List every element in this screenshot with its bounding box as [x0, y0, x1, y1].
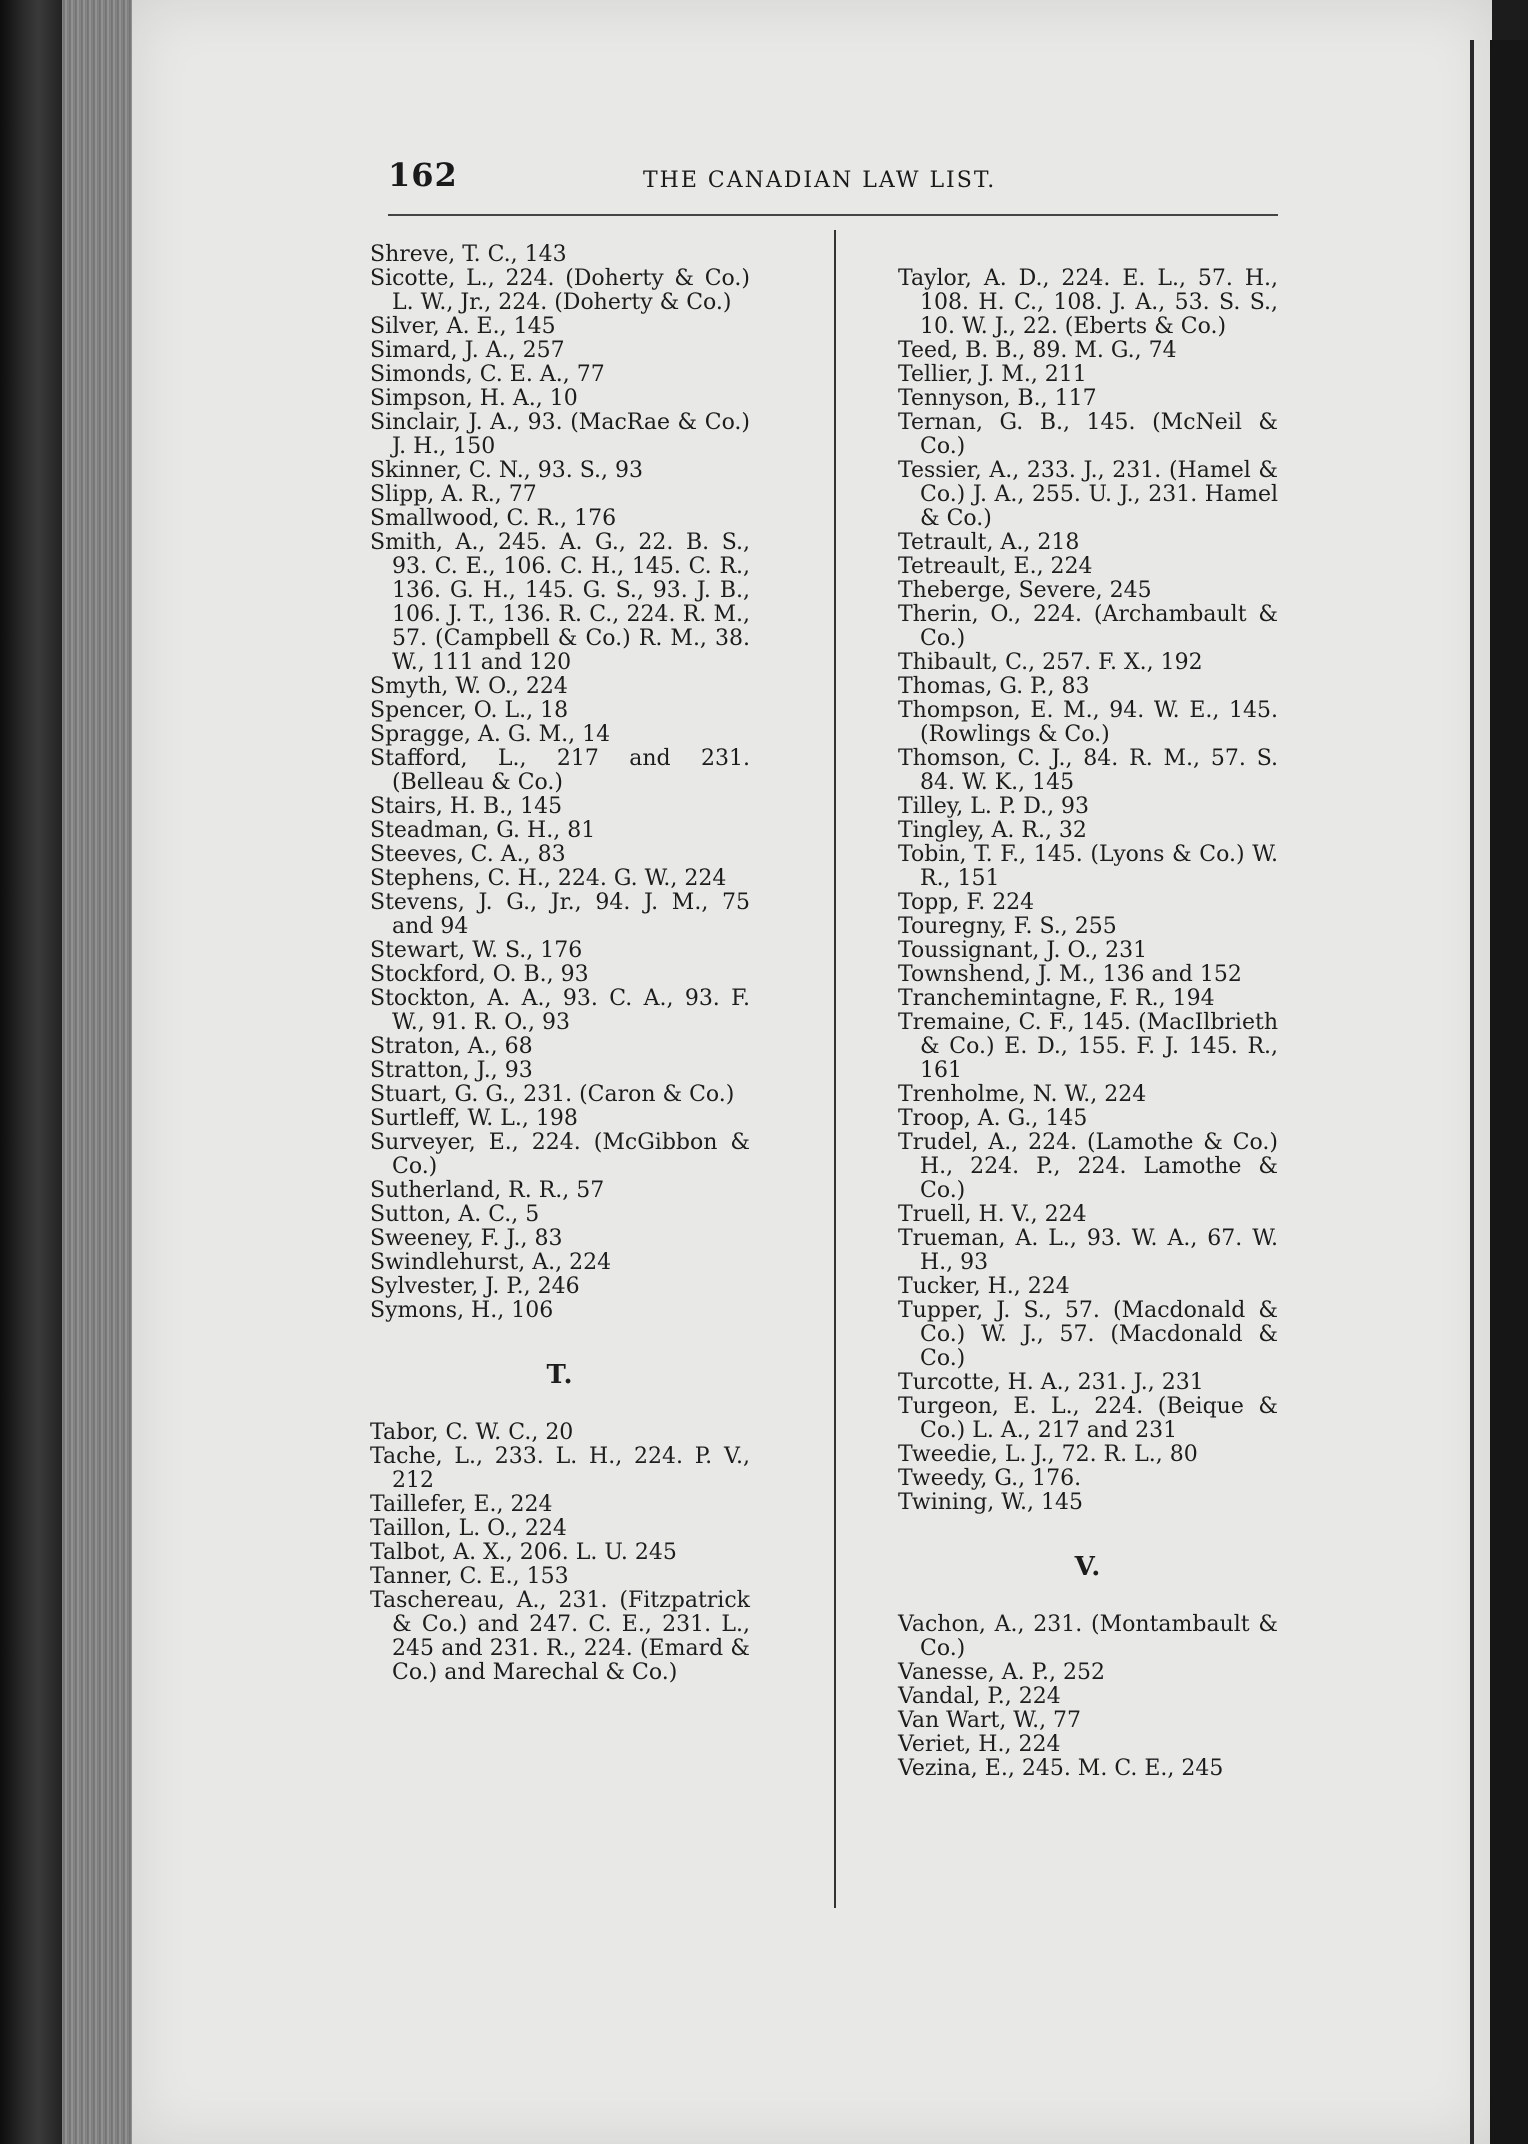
book-spine	[0, 0, 70, 2144]
index-entry: Swindlehurst, A., 224	[370, 1250, 612, 1275]
index-entry: Surtleff, W. L., 198	[370, 1106, 578, 1131]
index-entry: Straton, A., 68	[370, 1034, 533, 1059]
index-entry: Townshend, J. M., 136 and 152	[898, 962, 1242, 987]
index-entry: Tilley, L. P. D., 93	[898, 794, 1090, 819]
index-entry: Thompson, E. M., 94. W. E., 145. (Rowlings & Co.)	[898, 698, 1278, 747]
index-entry: Tellier, J. M., 211	[898, 362, 1087, 387]
index-entry: Taillefer, E., 224	[370, 1492, 553, 1517]
entries-v	[898, 1613, 1278, 1781]
running-title: THE CANADIAN LAW LIST.	[643, 168, 997, 193]
index-entry: Teed, B. B., 89. M. G., 74	[898, 338, 1177, 363]
entries-t	[370, 1421, 750, 1685]
index-entry: Smyth, W. O., 224	[370, 674, 568, 699]
index-entry: Surveyer, E., 224. (McGibbon & Co.)	[370, 1130, 750, 1179]
header-rule	[388, 214, 1278, 216]
index-entry: Vachon, A., 231. (Montambault & Co.)	[898, 1612, 1278, 1661]
index-entry: Stephens, C. H., 224. G. W., 224	[370, 866, 727, 891]
index-entry: Turgeon, E. L., 224. (Beique & Co.) L. A., 217 and 231	[898, 1394, 1278, 1443]
index-entry: Sutton, A. C., 5	[370, 1202, 540, 1227]
index-entry: Tweedie, L. J., 72. R. L., 80	[898, 1442, 1198, 1467]
index-entry: Symons, H., 106	[370, 1298, 554, 1323]
entries-t-continued	[898, 267, 1278, 1515]
index-entry: Thibault, C., 257. F. X., 192	[898, 650, 1203, 675]
index-entry: Van Wart, W., 77	[898, 1708, 1082, 1733]
index-entry: Spragge, A. G. M., 14	[370, 722, 611, 747]
index-entry: Tanner, C. E., 153	[370, 1564, 569, 1589]
index-entry: Truell, H. V., 224	[898, 1202, 1087, 1227]
index-entry: Topp, F. 224	[898, 890, 1035, 915]
index-entry: Tingley, A. R., 32	[898, 818, 1087, 843]
index-entry: Slipp, A. R., 77	[370, 482, 537, 507]
facing-page-shadow	[1490, 40, 1528, 2144]
index-entry: Skinner, C. N., 93. S., 93	[370, 458, 643, 483]
index-entry: Tupper, J. S., 57. (Macdonald & Co.) W. J., 57. (Macdonald & Co.)	[898, 1298, 1278, 1371]
index-entry: Thomson, C. J., 84. R. M., 57. S. 84. W. K., 145	[898, 746, 1278, 795]
index-entry: Stuart, G. G., 231. (Caron & Co.)	[370, 1082, 735, 1107]
gutter-line	[1470, 40, 1474, 2144]
index-entry: Therin, O., 224. (Archambault & Co.)	[898, 602, 1278, 651]
index-entry: Smith, A., 245. A. G., 22. B. S., 93. C. E., 106. C. H., 145. C. R., 136. G. H., 145. G. S., 93. J. B., 106. J. T., 136. R. C., 224. R. M., 57. (Campbell & Co.) R. M., 38. W., 111 and 120	[370, 530, 750, 675]
index-entry: Toussignant, J. O., 231	[898, 938, 1148, 963]
index-entry: Tache, L., 233. L. H., 224. P. V., 212	[370, 1444, 750, 1493]
index-entry: Tremaine, C. F., 145. (MacIlbrieth & Co.) E. D., 155. F. J. 145. R., 161	[898, 1010, 1278, 1083]
index-entry: Tranchemintagne, F. R., 194	[898, 986, 1215, 1011]
index-entry: Troop, A. G., 145	[898, 1106, 1088, 1131]
index-entry: Silver, A. E., 145	[370, 314, 556, 339]
index-entry: Tessier, A., 233. J., 231. (Hamel & Co.) J. A., 255. U. J., 231. Hamel & Co.)	[898, 458, 1278, 531]
index-entry: Stafford, L., 217 and 231. (Belleau & Co.)	[370, 746, 750, 795]
index-entry: Simpson, H. A., 10	[370, 386, 578, 411]
index-entry: Stockford, O. B., 93	[370, 962, 589, 987]
index-entry: Tweedy, G., 176.	[898, 1466, 1082, 1491]
index-entry: Tobin, T. F., 145. (Lyons & Co.) W. R., 151	[898, 842, 1278, 891]
index-entry: Stratton, J., 93	[370, 1058, 533, 1083]
index-entry: Tetrault, A., 218	[898, 530, 1080, 555]
index-entry: Spencer, O. L., 18	[370, 698, 569, 723]
index-entry: Stevens, J. G., Jr., 94. J. M., 75 and 94	[370, 890, 750, 939]
index-entry: Trudel, A., 224. (Lamothe & Co.) H., 224. P., 224. Lamothe & Co.)	[898, 1130, 1278, 1203]
index-entry: Steadman, G. H., 81	[370, 818, 596, 843]
index-entry: Taschereau, A., 231. (Fitzpatrick & Co.) and 247. C. E., 231. L., 245 and 231. R., 224. (Emard & Co.) and Marechal & Co.)	[370, 1588, 750, 1685]
index-entry: Talbot, A. X., 206. L. U. 245	[370, 1540, 677, 1565]
index-entry: Stockton, A. A., 93. C. A., 93. F. W., 91. R. O., 93	[370, 986, 750, 1035]
index-entry: Vanesse, A. P., 252	[898, 1660, 1105, 1685]
index-entry: Touregny, F. S., 255	[898, 914, 1117, 939]
index-entry: Trenholme, N. W., 224	[898, 1082, 1147, 1107]
index-entry: Turcotte, H. A., 231. J., 231	[898, 1370, 1204, 1395]
entries-s	[370, 243, 750, 1323]
index-entry: Theberge, Severe, 245	[898, 578, 1152, 603]
index-entry: Simonds, C. E. A., 77	[370, 362, 605, 387]
index-entry: Stairs, H. B., 145	[370, 794, 563, 819]
page-edges	[62, 0, 134, 2144]
index-entry: Tucker, H., 224	[898, 1274, 1070, 1299]
index-entry: Smallwood, C. R., 176	[370, 506, 617, 531]
left-column	[370, 243, 750, 1685]
index-entry: Veriet, H., 224	[898, 1732, 1061, 1757]
index-entry: Tennyson, B., 117	[898, 386, 1097, 411]
index-entry: Steeves, C. A., 83	[370, 842, 566, 867]
index-entry: Simard, J. A., 257	[370, 338, 565, 363]
index-entry: Sylvester, J. P., 246	[370, 1274, 580, 1299]
index-entry: Sweeney, F. J., 83	[370, 1226, 563, 1251]
index-entry: Shreve, T. C., 143	[370, 242, 567, 267]
index-entry: Ternan, G. B., 145. (McNeil & Co.)	[898, 410, 1278, 459]
index-entry: Sicotte, L., 224. (Doherty & Co.) L. W., Jr., 224. (Doherty & Co.)	[370, 266, 750, 315]
column-divider	[834, 230, 836, 1908]
index-entry: Sutherland, R. R., 57	[370, 1178, 605, 1203]
index-entry: Stewart, W. S., 176	[370, 938, 583, 963]
index-entry: Thomas, G. P., 83	[898, 674, 1090, 699]
index-entry: Trueman, A. L., 93. W. A., 67. W. H., 93	[898, 1226, 1278, 1275]
index-entry: Sinclair, J. A., 93. (MacRae & Co.) J. H., 150	[370, 410, 750, 459]
index-entry: Vandal, P., 224	[898, 1684, 1061, 1709]
page-header	[388, 156, 1288, 206]
index-entry: Tetreault, E., 224	[898, 554, 1093, 579]
index-entry: Twining, W., 145	[898, 1490, 1083, 1515]
right-column	[898, 267, 1278, 1781]
index-entry: Taillon, L. O., 224	[370, 1516, 567, 1541]
book-page	[132, 0, 1492, 2144]
section-heading-t: T.	[546, 1360, 574, 1390]
section-heading-v: V.	[1074, 1552, 1102, 1582]
index-entry: Tabor, C. W. C., 20	[370, 1420, 574, 1445]
index-entry: Vezina, E., 245. M. C. E., 245	[898, 1756, 1224, 1781]
index-entry: Taylor, A. D., 224. E. L., 57. H., 108. H. C., 108. J. A., 53. S. S., 10. W. J., 22. (Eberts & Co.)	[898, 266, 1278, 339]
page-number: 162	[388, 156, 458, 194]
